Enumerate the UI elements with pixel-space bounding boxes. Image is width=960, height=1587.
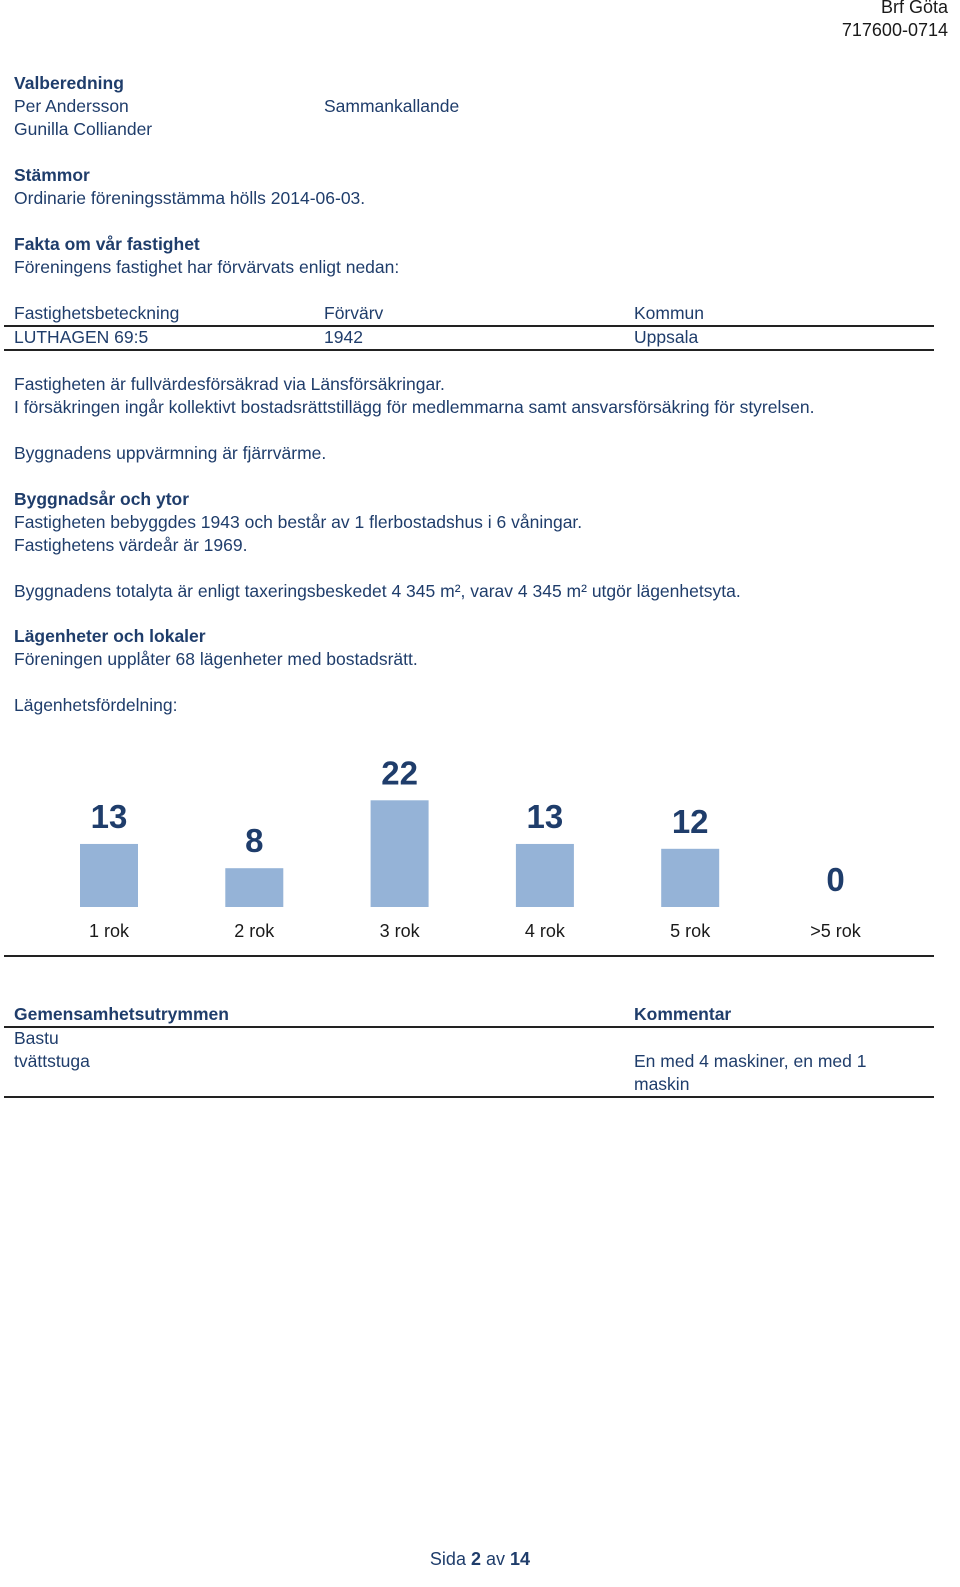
chart-category-label: 1 rok [88,921,130,941]
property-table-cell: LUTHAGEN 69:5 [14,327,149,347]
valberedning-member-name: Gunilla Colliander [14,119,153,139]
chart-value-label: 0 [826,861,845,898]
chart-rule [4,955,934,957]
byggnadsar-text: Fastigheten bebyggdes 1943 och består av 1 flerbostadshus i 6 våningar. [14,512,583,532]
chart-value-label: 13 [90,797,128,835]
chart-bar [80,844,138,907]
table-rule [4,1026,934,1028]
property-table-header: Kommun [634,303,705,323]
valberedning-member-name: Per Andersson [14,96,129,116]
page-separator: av [486,1549,506,1569]
property-table-header: Fastighetsbeteckning [14,303,180,323]
org-name: Brf Göta [880,0,948,17]
page-total: 14 [510,1549,531,1569]
comment-header: Kommentar [634,1004,732,1024]
insurance-text: Fastigheten är fullvärdesförsäkrad via Länsförsäkringar. [14,374,445,394]
stammor-text: Ordinarie föreningsstämma hölls 2014-06-03. [14,188,366,208]
lagenheter-heading: Lägenheter och lokaler [14,626,206,646]
stammor-heading: Stämmor [14,165,90,185]
fakta-heading: Fakta om vår fastighet [14,234,200,254]
property-table-cell: Uppsala [634,327,699,347]
valberedning-member-role: Sammankallande [324,96,460,116]
insurance-text: I försäkringen ingår kollektivt bostadsrättstillägg för medlemmarna samt ansvarsförsäkring för styrelsen. [14,397,815,417]
common-area-name: tvättstuga [14,1051,90,1071]
table-rule [4,1096,934,1098]
chart-value-label: 12 [671,802,709,840]
distribution-label: Lägenhetsfördelning: [14,695,178,715]
chart-category-label: 4 rok [524,921,565,941]
fakta-intro: Föreningens fastighet har förvärvats enligt nedan: [14,257,400,277]
chart-category-label: >5 rok [810,921,861,941]
chart-category-label: 3 rok [379,921,420,941]
valberedning-heading: Valberedning [14,73,124,93]
property-table-cell: 1942 [324,327,363,347]
lagenheter-text: Föreningen upplåter 68 lägenheter med bostadsrätt. [14,649,418,669]
byggnadsar-heading: Byggnadsår och ytor [14,489,190,509]
area-text: Byggnadens totalyta är enligt taxeringsbeskedet 4 345 m², varav 4 345 m² utgör lägenhetsyta. [14,581,741,601]
chart-category-label: 5 rok [670,921,711,941]
page-prefix: Sida [429,1549,466,1569]
chart-bar [371,800,429,907]
heating-text: Byggnadens uppvärmning är fjärrvärme. [14,443,327,463]
byggnadsar-text: Fastighetens värdeår är 1969. [14,535,248,555]
chart-value-label: 22 [381,754,418,792]
document-header [842,0,948,42]
common-area-comment: En med 4 maskiner, en med 1 maskin [634,1051,867,1094]
page-number: 2 [470,1549,481,1569]
property-table-header: Förvärv [324,303,384,323]
chart-category-label: 2 rok [234,921,275,941]
chart-bar [661,849,719,907]
org-number: 717600-0714 [841,20,948,40]
common-areas-header: Gemensamhetsutrymmen [14,1004,229,1024]
chart-bar [516,844,574,907]
chart-value-label: 13 [526,797,564,835]
apartment-distribution-chart [0,740,960,955]
page-footer [0,1548,960,1571]
table-rule [4,349,934,351]
common-area-name: Bastu [14,1028,59,1048]
chart-value-label: 8 [245,822,264,860]
chart-bar [225,868,283,907]
